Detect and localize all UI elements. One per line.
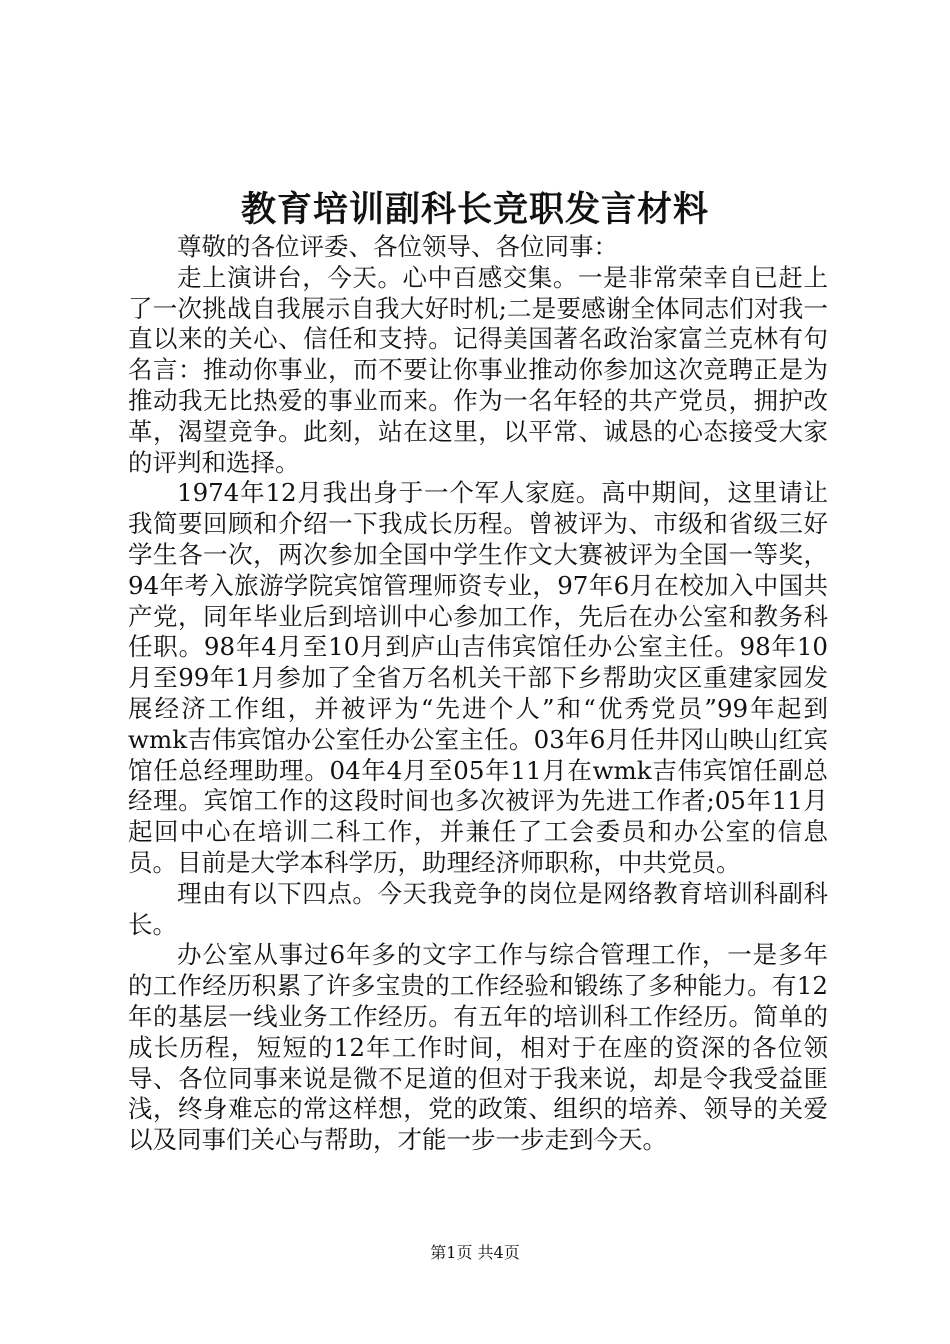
document-body <box>128 232 828 1156</box>
paragraph-reasons: 办公室从事过6年多的文字工作与综合管理工作，一是多年的工作经历积累了许多宝贵的工作经验和锻练了多种能力。有12年的基层一线业务工作经历。有五年的培训科工作经历。简单的成长历程，短短的12年工作时间，相对于在座的资深的各位领导、各位同事来说是微不足道的但对于我来说，却是令我受益匪浅，终身难忘的常这样想，党的政策、组织的培养、领导的关爱以及同事们关心与帮助，才能一步一步走到今天。 <box>128 940 828 1155</box>
page-number-footer: 第1页 共4页 <box>430 1243 520 1262</box>
paragraph-salutation: 尊敬的各位评委、各位领导、各位同事： <box>177 232 618 261</box>
paragraph-opening: 走上演讲台，今天。心中百感交集。一是非常荣幸自已赶上了一次挑战自我展示自我大好时机;二是要感谢全体同志们对我一直以来的关心、信任和支持。记得美国著名政治家富兰克林有句名言：推动你事业，而不要让你事业推动你参加这次竞聘正是为推动我无比热爱的事业而来。作为一名年轻的共产党员，拥护改革，渴望竞争。此刻，站在这里，以平常、诚恳的心态接受大家的评判和选择。 <box>128 262 828 477</box>
document-title: 教育培训副科长竞职发言材料 <box>240 189 709 230</box>
paragraph-position: 理由有以下四点。今天我竞争的岗位是网络教育培训科副科长。 <box>128 878 828 939</box>
paragraph-background: 1974年12月我出身于一个军人家庭。高中期间，这里请让我简要回顾和介绍一下我成长历程。曾被评为、市级和省级三好学生各一次，两次参加全国中学生作文大赛被评为全国一等奖，94年考入旅游学院宾馆管理师资专业，97年6月在校加入中国共产党，同年毕业后到培训中心参加工作，先后在办公室和教务科任职。98年4月至10月到庐山吉伟宾馆任办公室主任。98年10月至99年1月参加了全省万名机关干部下乡帮助灾区重建家园发展经济工作组，并被评为“先进个人”和“优秀党员”99年起到wmk吉伟宾馆办公室任办公室主任。03年6月任井冈山映山红宾馆任总经理助理。04年4月至05年11月在wmk吉伟宾馆任副总经理。宾馆工作的这段时间也多次被评为先进工作者;05年11月起回中心在培训二科工作，并兼任了工会委员和办公室的信息员。目前是大学本科学历，助理经济师职称，中共党员。 <box>128 478 828 877</box>
